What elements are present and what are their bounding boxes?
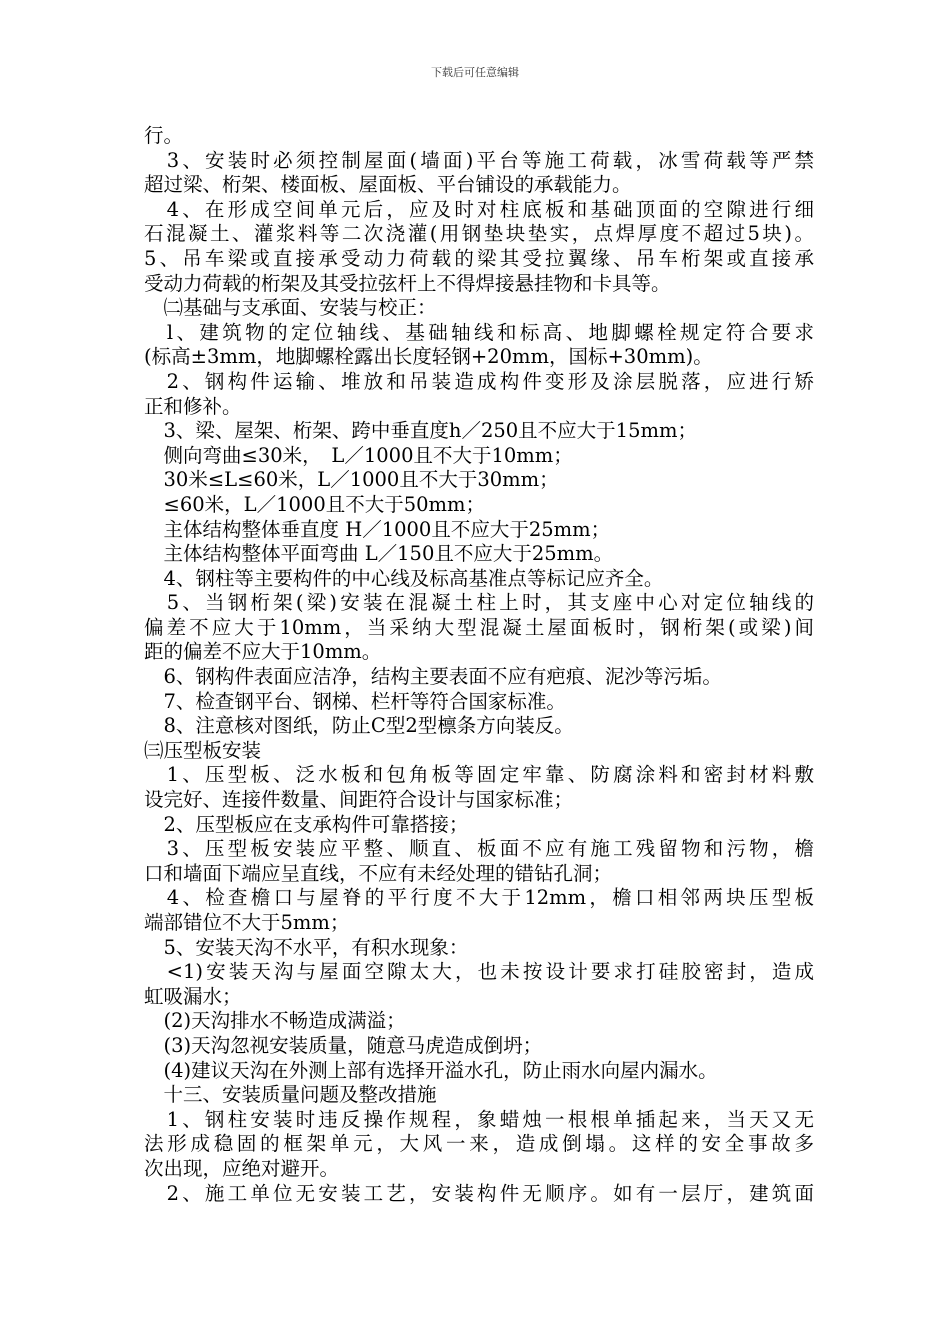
text-line: 3、安装时必须控制屋面(墙面)平台等施工荷载，冰雪荷载等严禁 [144,148,814,172]
text-line: 法形成稳固的框架单元，大风一来，造成倒塌。这样的安全事故多 [144,1132,814,1156]
text-line: 距的偏差不应大于10mm。 [144,640,382,664]
text-line: 1、压型板、泛水板和包角板等固定牢靠、防腐涂料和密封材料敷 [144,763,814,787]
text-line: 偏差不应大于10mm，当采纳大型混凝土屋面板时，钢桁架(或梁)间 [144,615,814,639]
text-line: ㈢压型板安装 [144,738,262,762]
text-line: 口和墙面下端应呈直线，不应有未经处理的错钻孔洞； [144,861,613,885]
text-line: 4、钢柱等主要构件的中心线及标高基准点等标记应齐全。 [144,566,664,590]
text-line: 3、梁、屋架、桁架、跨中垂直度h／250且不应大于15mm； [144,419,697,443]
text-line: l、建筑物的定位轴线、基础轴线和标高、地脚螺栓规定符合要求 [144,320,814,344]
text-line: 正和修补。 [144,394,242,418]
text-line: 5、吊车梁或直接承受动力荷载的梁其受拉翼缘、吊车桁架或直接承 [144,246,814,270]
text-line: 主体结构整体垂直度 H／1000且不应大于25mm； [144,517,611,541]
text-line: 次出现，应绝对避开。 [144,1156,340,1180]
text-line: (3)天沟忽视安装质量，随意马虎造成倒坍； [144,1033,543,1057]
text-line: 3、压型板安装应平整、顺直、板面不应有施工残留物和污物，檐 [144,837,814,861]
text-line: 4、在形成空间单元后，应及时对柱底板和基础顶面的空隙进行细 [144,197,814,221]
text-line: 30米≤L≤60米，L／1000且不大于30mm； [144,468,559,492]
text-line: 设完好、连接件数量、间距符合设计与国家标准； [144,788,574,812]
text-line: 端部错位不大于5mm； [144,911,350,934]
text-line: 侧向弯曲≤30米， L／1000且不大于10mm； [144,443,573,467]
text-line: ≤60米，L／1000且不大于50mm； [144,492,486,516]
text-line: 7、检查钢平台、钢梯、栏杆等符合国家标准。 [144,689,566,713]
text-line: 2、施工单位无安装工艺，安装构件无顺序。如有一层厅，建筑面 [144,1181,814,1205]
page-header: 下载后可任意编辑 [431,66,519,79]
text-line: 虹吸漏水； [144,984,242,1008]
text-line: ㈡基础与支承面、安装与校正： [144,296,437,320]
text-line: 2、钢构件运输、堆放和吊装造成构件变形及涂层脱落，应进行矫 [144,369,814,393]
text-line: 受动力荷载的桁架及其受拉弦杆上不得焊接悬挂物和卡具等。 [144,271,671,295]
text-line: (标高±3mm，地脚螺栓露出长度轻钢+20mm，国标+30mm)。 [144,345,713,369]
text-line: 5、安装天沟不水平，有积水现象： [144,935,469,959]
text-line: 5、当钢桁架(梁)安装在混凝土柱上时，其支座中心对定位轴线的 [144,591,814,615]
text-line: (4)建议天沟在外测上部有选择开溢水孔，防止雨水向屋内漏水。 [144,1058,718,1082]
text-line: 2、压型板应在支承构件可靠搭接； [144,812,469,836]
document-body [144,124,814,1206]
text-line: 十三、安装质量问题及整改措施 [144,1083,437,1107]
text-line: 超过梁、桁架、楼面板、屋面板、平台铺设的承载能力。 [144,173,632,197]
text-line: 1、钢柱安装时违反操作规程，象蜡烛一根根单插起来，当天又无 [144,1107,814,1131]
text-line: <1)安装天沟与屋面空隙太大，也未按设计要求打硅胶密封，造成 [144,960,814,984]
text-line: 4、检查檐口与屋脊的平行度不大于12mm，檐口相邻两块压型板 [144,886,814,910]
text-line: (2)天沟排水不畅造成满溢； [144,1009,406,1033]
text-line: 6、钢构件表面应洁净，结构主要表面不应有疤痕、泥沙等污垢。 [144,665,722,689]
text-line: 石混凝土、灌浆料等二次浇灌(用钢垫块垫实，点焊厚度不超过5块)。 [144,222,814,246]
text-line: 主体结构整体平面弯曲 L／150且不应大于25mm。 [144,542,614,566]
text-line: 行。 [144,124,184,147]
text-line: 8、注意核对图纸，防止C型2型檩条方向装反。 [144,714,574,738]
